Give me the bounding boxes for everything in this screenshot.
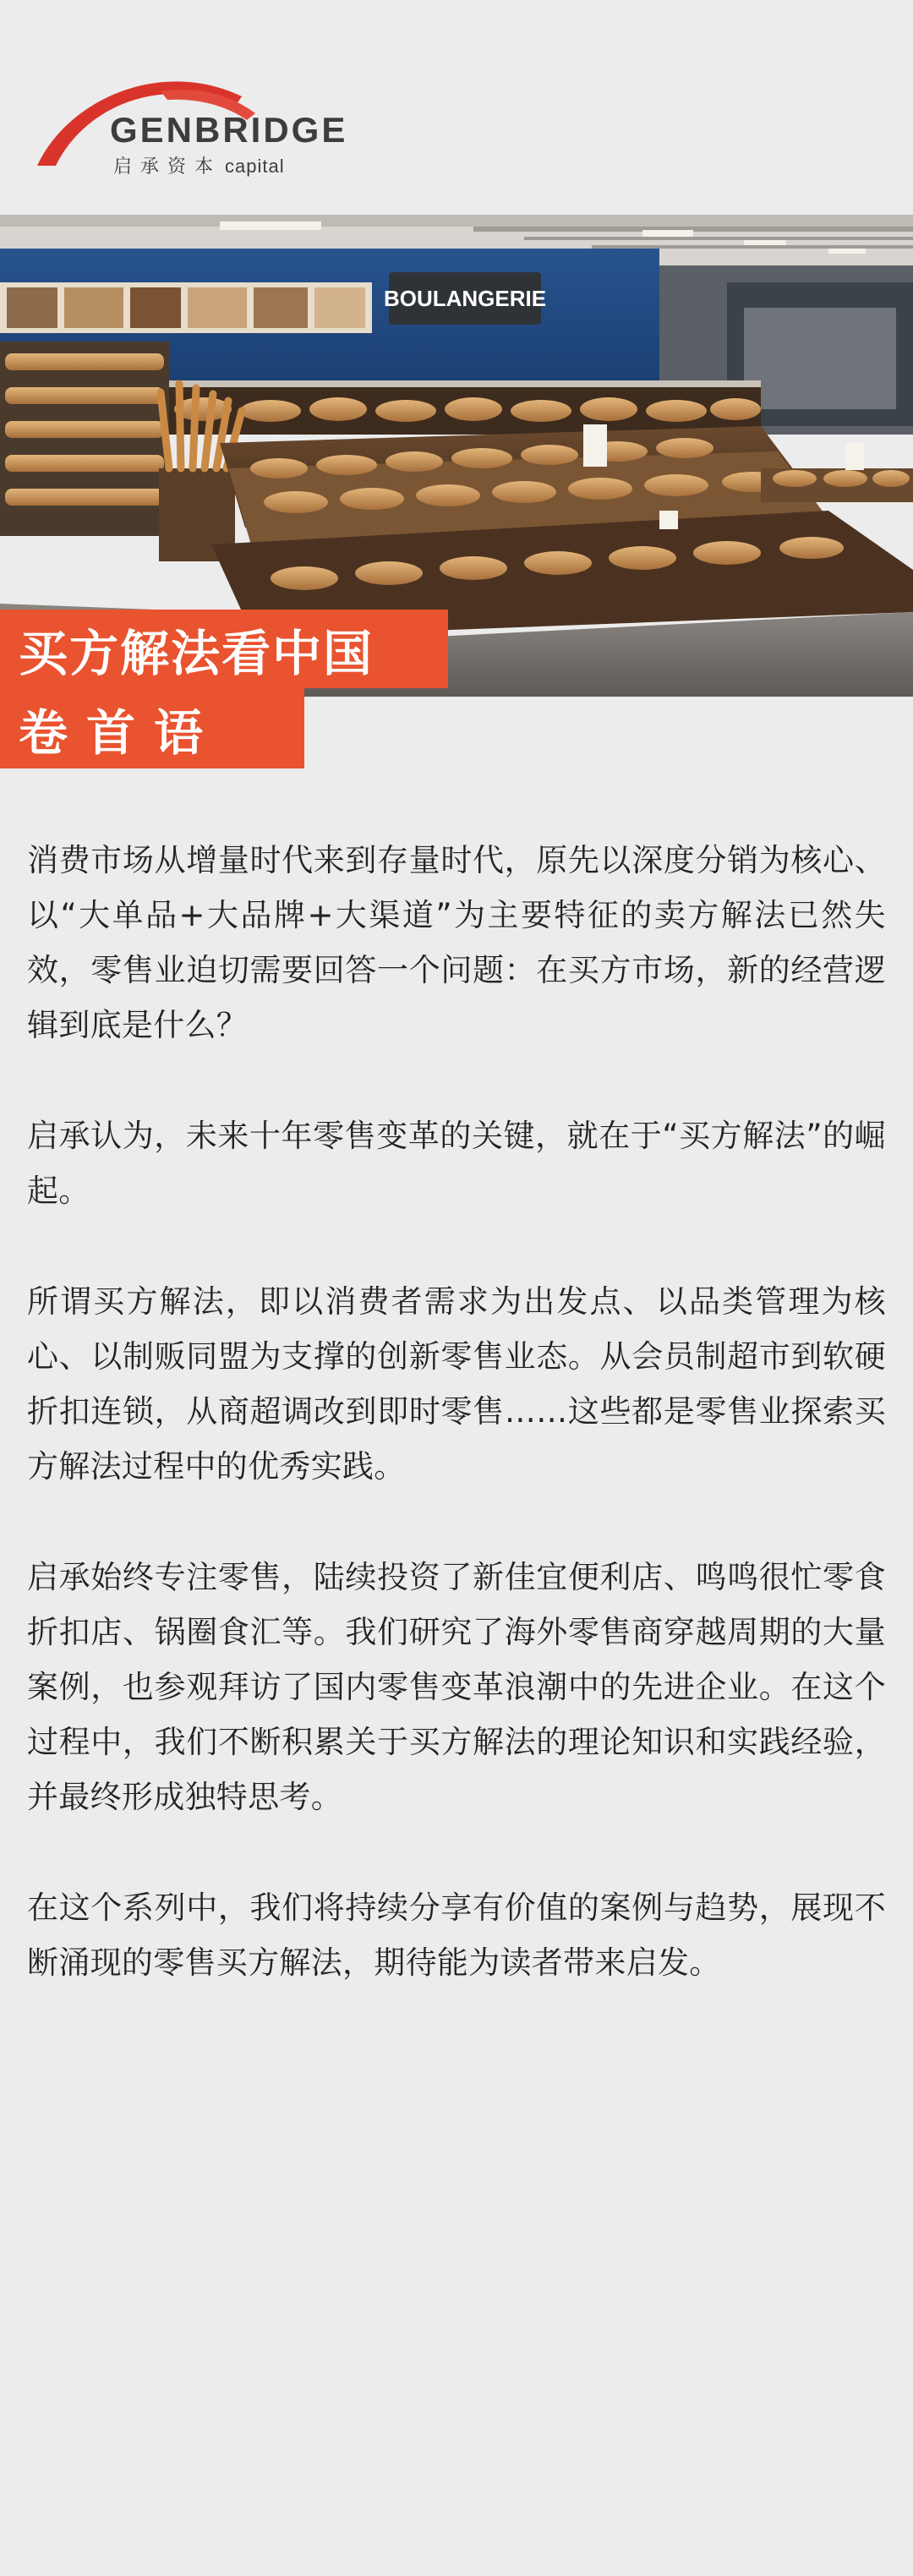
genbridge-logo[interactable] xyxy=(34,66,348,178)
paragraph-5: 在这个系列中，我们将持续分享有价值的案例与趋势，展现不断涌现的零售买方解法，期待能为读者带来启发。 xyxy=(27,1890,886,1981)
logo-capital-word: capital xyxy=(225,156,285,177)
paragraph-4: 启承始终专注零售，陆续投资了新佳宜便利店、鸣鸣很忙零食折扣店、锅圈食汇等。我们研究了海外零售商穿越周期的大量案例，也参观拜访了国内零售变革浪潮中的先进企业。在这个过程中，我们不断积累关于买方解法的理论知识和实践经验，并最终形成独特思考。 xyxy=(27,1559,886,1815)
paragraph-2: 启承认为，未来十年零售变革的关键，就在于“买方解法”的崛起。 xyxy=(27,1118,886,1209)
logo-chinese-name: 启承资本 xyxy=(113,156,222,178)
article-body xyxy=(27,833,886,2046)
logo-brand-name: GENBRIDGE xyxy=(110,110,348,150)
header xyxy=(0,0,913,215)
series-title: 买方解法看中国 xyxy=(19,624,374,682)
logo-subtitle xyxy=(113,152,285,178)
title-bar-series xyxy=(0,610,448,688)
boulangerie-sign: BOULANGERIE xyxy=(383,286,547,311)
paragraph-1: 消费市场从增量时代来到存量时代，原先以深度分销为核心、以“大单品+大品牌+大渠道”为主要特征的卖方解法已然失效，零售业迫切需要回答一个问题：在买方市场，新的经营逻辑到底是什么？ xyxy=(27,842,886,1043)
preface-title: 卷首语 xyxy=(19,703,222,762)
paragraph-3: 所谓买方解法，即以消费者需求为出发点、以品类管理为核心、以制贩同盟为支撑的创新零售业态。从会员制超市到软硬折扣连锁，从商超调改到即时零售……这些都是零售业探索买方解法过程中的优秀实践。 xyxy=(27,1283,886,1485)
title-bar-preface xyxy=(0,688,304,768)
